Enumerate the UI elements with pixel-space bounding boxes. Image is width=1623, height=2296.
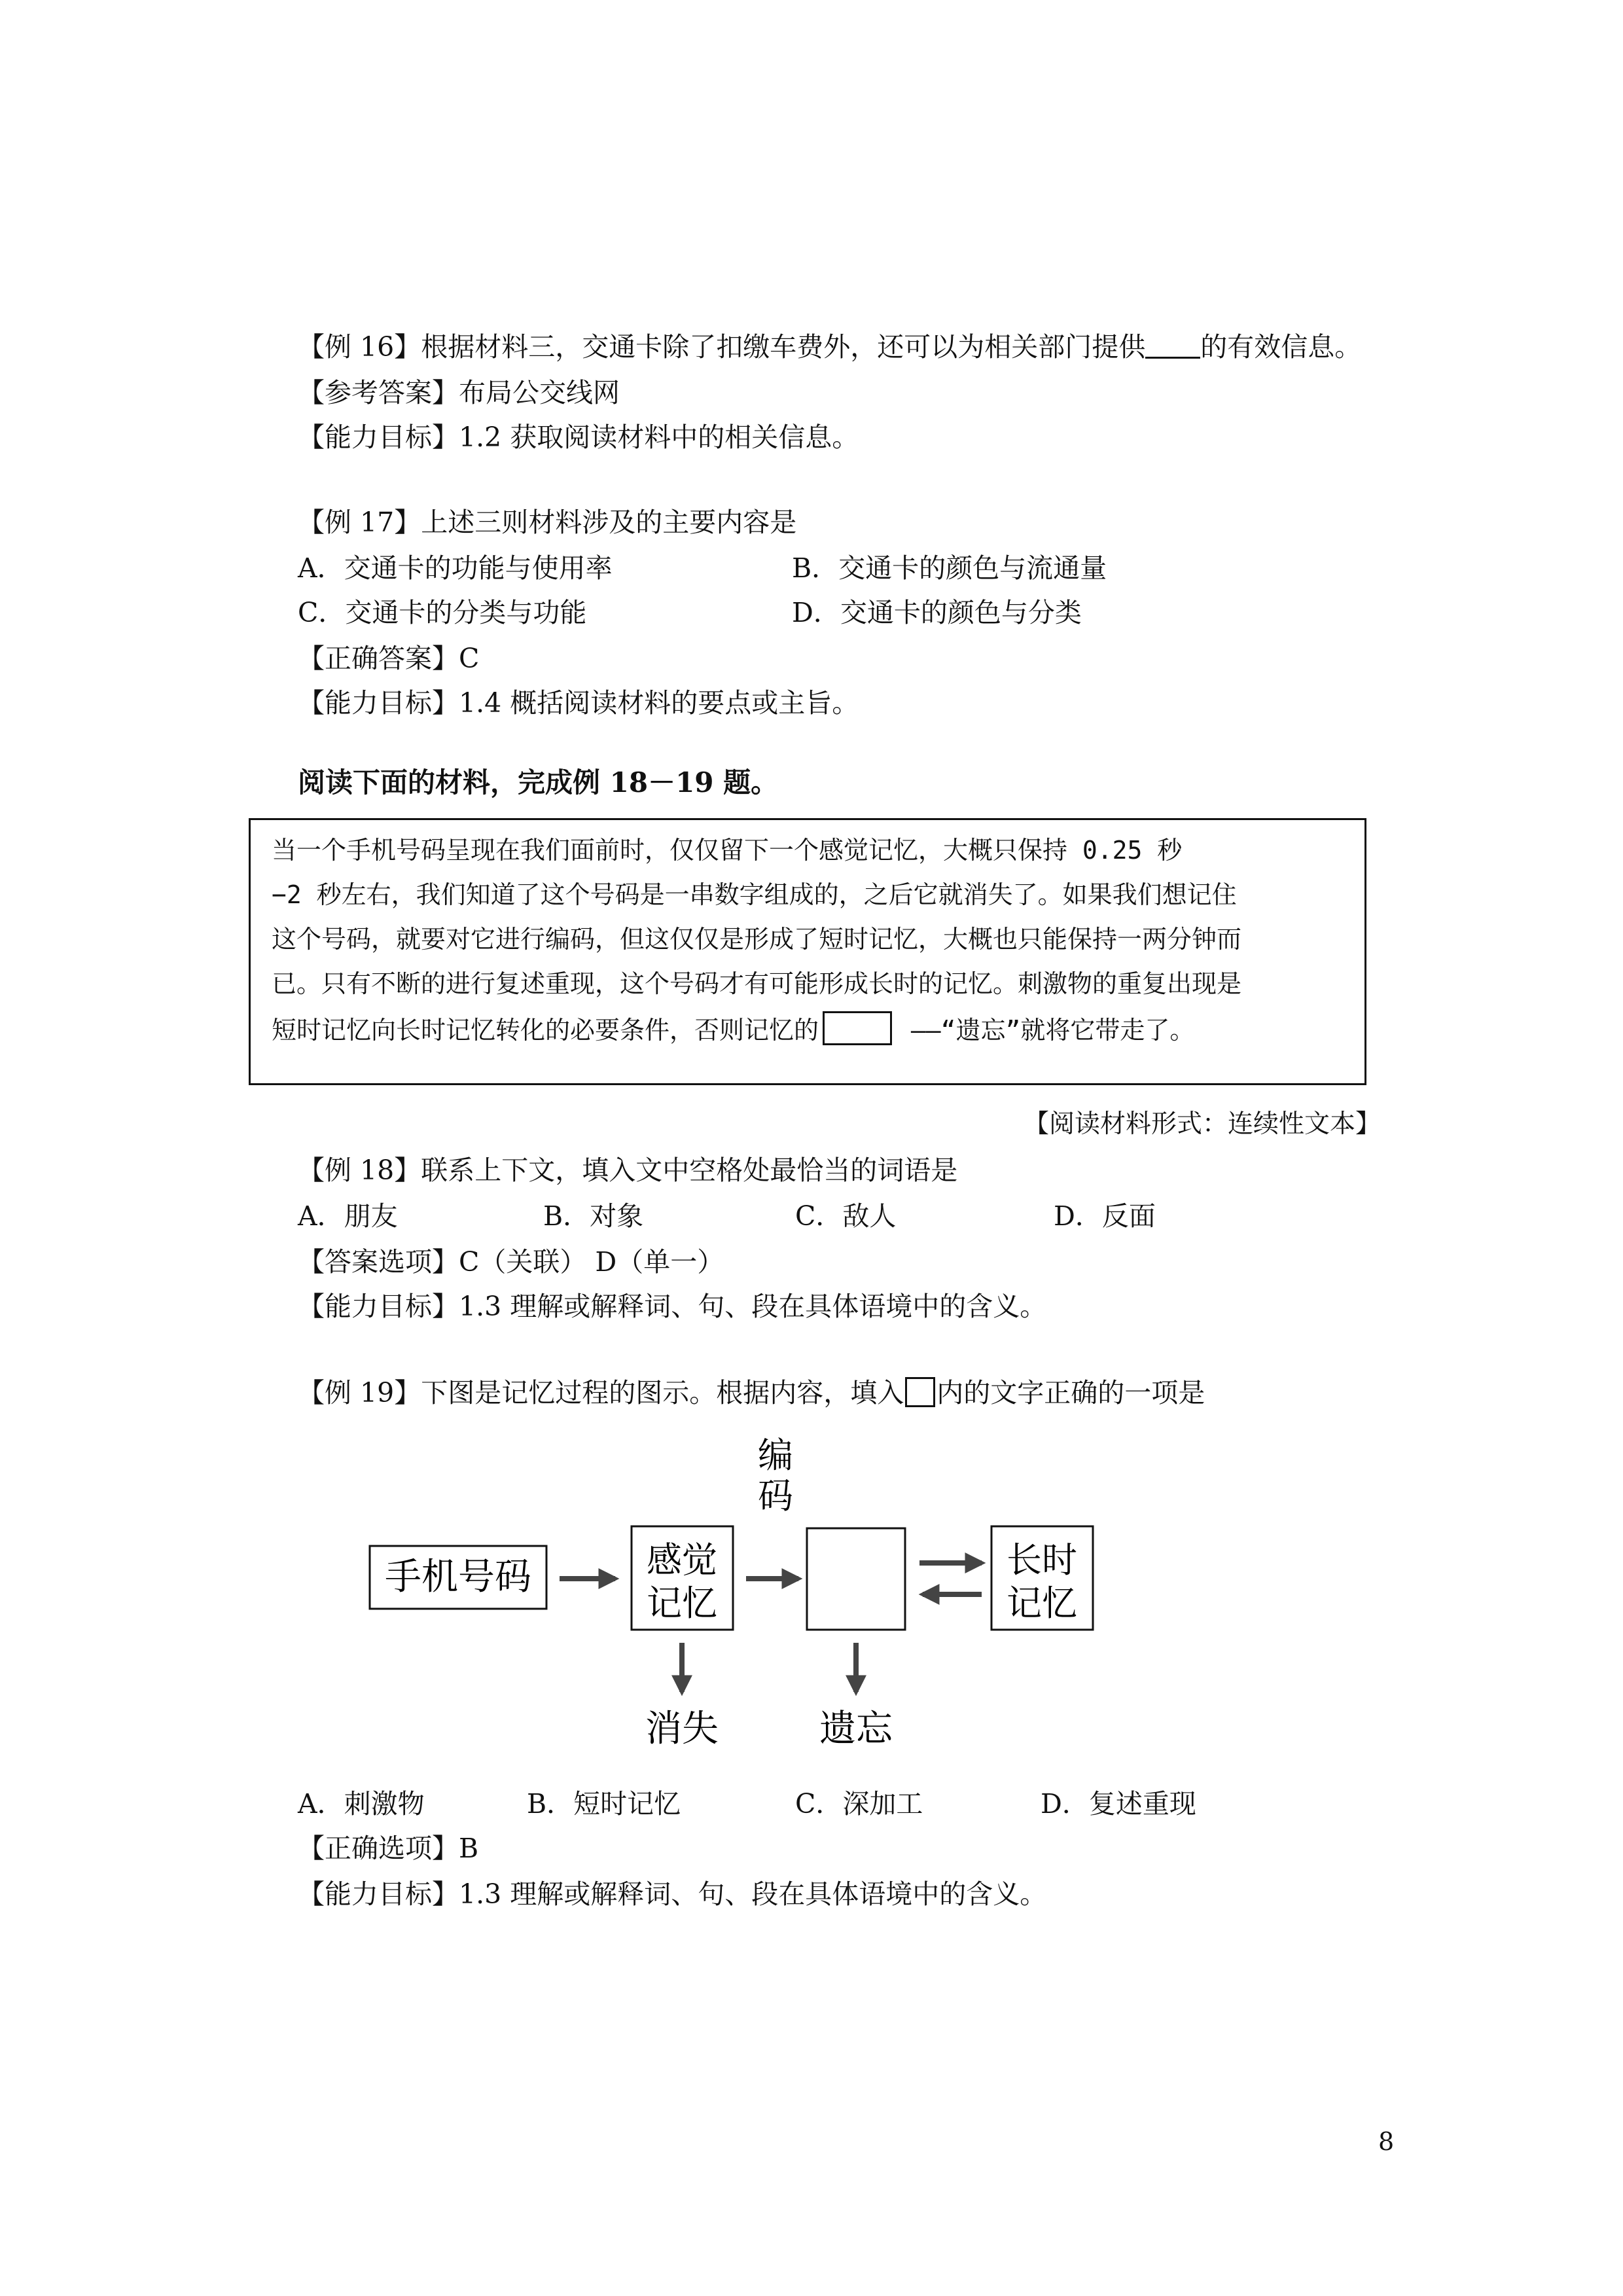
phone-number-label: 手机号码 <box>385 1556 531 1598</box>
ex17-option-c: C．交通卡的分类与功能 <box>298 597 587 628</box>
ex19-option-b: B．短时记忆 <box>527 1788 681 1820</box>
ex17-question: 【例 17】上述三则材料涉及的主要内容是 <box>298 507 797 538</box>
ex19-inline-box <box>905 1377 935 1407</box>
ex16-question-pre: 【例 16】根据材料三，交通卡除了扣缴车费外，还可以为相关部门提供 <box>298 331 1146 363</box>
material-fill-box <box>823 1011 892 1045</box>
ex18-ability: 【能力目标】1.3 理解或解释词、句、段在具体语境中的含义。 <box>298 1291 1047 1322</box>
ex17-option-b: B．交通卡的颜色与流通量 <box>792 552 1107 584</box>
ex18-answer: 【答案选项】C（关联） D（单一） <box>298 1246 724 1278</box>
material-line-5-post: ——“遗忘”就将它带走了。 <box>896 1016 1195 1045</box>
ex19-option-d: D．复述重现 <box>1041 1788 1196 1820</box>
blank-box <box>807 1528 905 1630</box>
ex19-question-post: 内的文字正确的一项是 <box>936 1377 1205 1408</box>
ex18-option-c: C．敌人 <box>795 1200 897 1232</box>
ex18-option-a: A．朋友 <box>298 1200 398 1232</box>
material-form-label: 【阅读材料形式：连续性文本】 <box>1023 1109 1381 1139</box>
ex16-question <box>298 329 1361 365</box>
ex16-ability: 【能力目标】1.2 获取阅读材料中的相关信息。 <box>298 422 859 453</box>
ex18-question: 【例 18】联系上下文，填入文中空格处最恰当的词语是 <box>298 1155 958 1186</box>
material-line-5-pre: 短时记忆向长时记忆转化的必要条件，否则记忆的 <box>272 1016 819 1045</box>
memory-process-diagram <box>363 1427 1129 1774</box>
ex17-answer: 【正确答案】C <box>298 643 480 674</box>
material-line-3: 这个号码，就要对它进行编码，但这仅仅是形成了短时记忆，大概也只能保持一两分钟而 <box>272 925 1242 954</box>
forget-label: 遗忘 <box>819 1708 893 1750</box>
ex19-question-pre: 【例 19】下图是记忆过程的图示。根据内容，填入 <box>298 1377 904 1408</box>
ex19-option-c: C．深加工 <box>795 1788 923 1820</box>
ex18-option-b: B．对象 <box>543 1200 644 1232</box>
sensory-memory-label-1: 感觉 <box>647 1539 717 1581</box>
ex19-question <box>298 1374 1205 1411</box>
ex17-option-d: D．交通卡的颜色与分类 <box>792 597 1082 628</box>
ex19-option-a: A．刺激物 <box>298 1788 425 1820</box>
ex16-answer: 【参考答案】布局公交线网 <box>298 377 620 408</box>
vanish-label: 消失 <box>645 1708 719 1750</box>
page-number: 8 <box>1378 2127 1395 2156</box>
encode-label-2: 码 <box>758 1475 793 1516</box>
ex18-option-d: D．反面 <box>1054 1200 1156 1232</box>
material-line-5 <box>272 1008 1345 1052</box>
long-term-memory-label-2: 记忆 <box>1007 1583 1077 1624</box>
encode-label-1: 编 <box>758 1435 793 1476</box>
long-term-memory-label-1: 长时 <box>1007 1539 1077 1581</box>
sensory-memory-label-2: 记忆 <box>647 1583 717 1624</box>
ex17-ability: 【能力目标】1.4 概括阅读材料的要点或主旨。 <box>298 687 859 719</box>
material-line-4: 已。只有不断的进行复述重现，这个号码才有可能形成长时的记忆。刺激物的重复出现是 <box>272 969 1242 998</box>
material-line-1: 当一个手机号码呈现在我们面前时，仅仅留下一个感觉记忆，大概只保持 0.25 秒 <box>272 836 1183 865</box>
ex16-question-post: 的有效信息。 <box>1200 331 1362 363</box>
reading-heading: 阅读下面的材料，完成例 18－19 题。 <box>298 766 779 798</box>
ex17-option-a: A．交通卡的功能与使用率 <box>298 552 613 584</box>
ex19-answer: 【正确选项】B <box>298 1833 479 1864</box>
material-line-2: −2 秒左右，我们知道了这个号码是一串数字组成的，之后它就消失了。如果我们想记住 <box>272 880 1237 909</box>
ex19-ability: 【能力目标】1.3 理解或解释词、句、段在具体语境中的含义。 <box>298 1878 1047 1910</box>
ex16-answer-blank <box>1145 333 1200 359</box>
